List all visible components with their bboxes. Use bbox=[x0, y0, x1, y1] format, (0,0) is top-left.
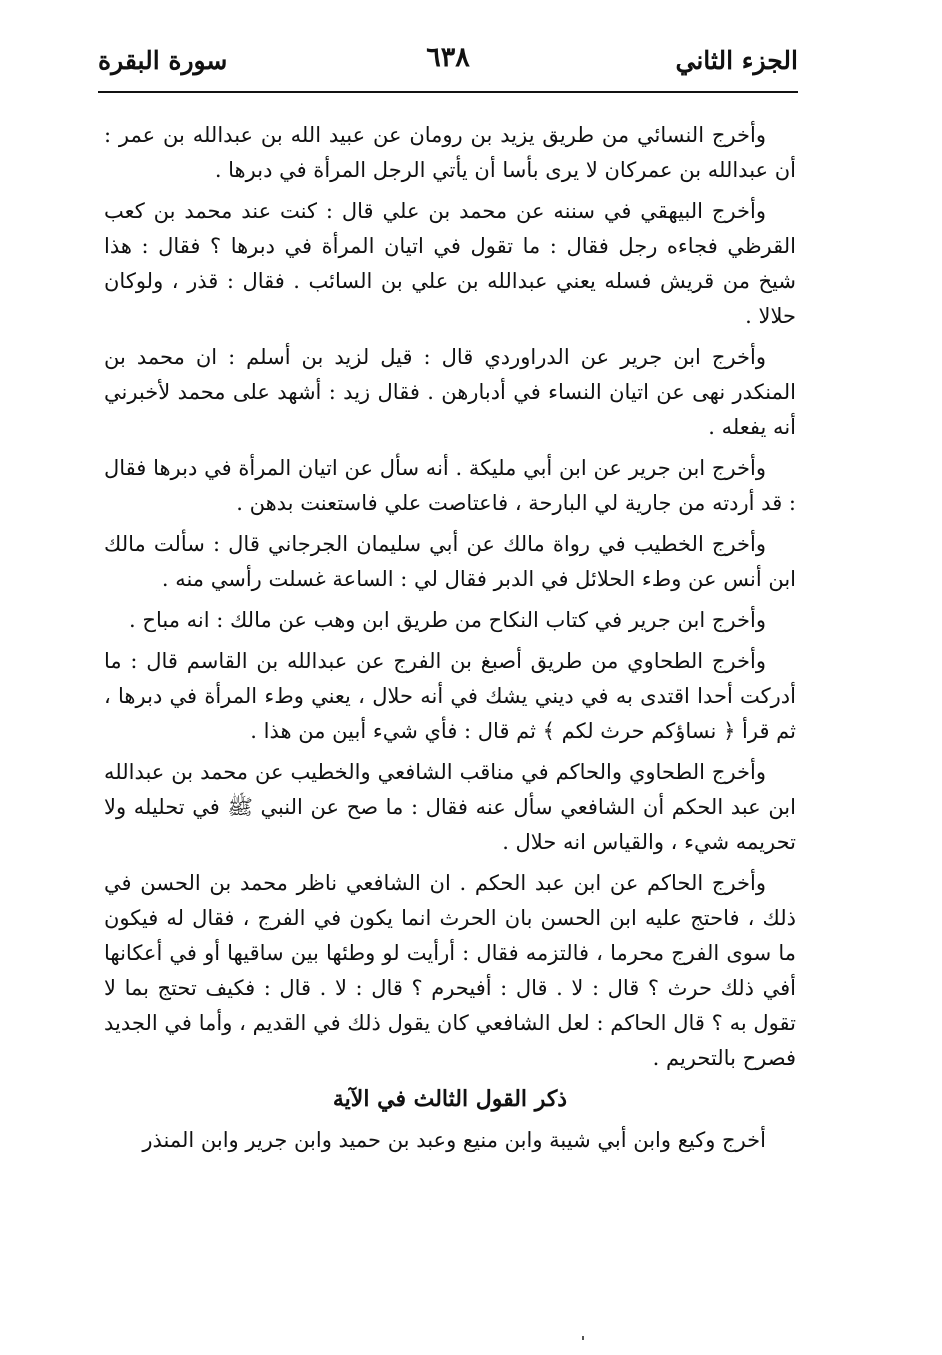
paragraph-ibn-jarir-nikah: وأخرج ابن جرير في كتاب النكاح من طريق ابن وهب عن مالك : انه مباح . bbox=[129, 608, 766, 632]
page-body bbox=[104, 118, 796, 1164]
page-header bbox=[98, 38, 798, 88]
section-heading: ذكر القول الثالث في الآية bbox=[332, 1086, 568, 1112]
paragraph-tahawi: وأخرج الطحاوي من طريق أصبغ بن الفرج عن عبدالله بن القاسم قال : ما أدركت أحدا اقتدى به في ديني يشك في أنه حلال ، يعني وطء المرأة في دبرها ، ثم قرأ ﴿ نساؤكم حرث لكم ﴾ ثم قال : فأي شيء أبين من هذا . bbox=[104, 649, 796, 743]
paragraph-khatib: وأخرج الخطيب في رواة مالك عن أبي سليمان الجرجاني قال : سألت مالك ابن أنس عن وطء الحلائل في الدبر فقال لي : الساعة غسلت رأسي منه . bbox=[104, 532, 796, 591]
page-number: ٦٣٨ bbox=[426, 42, 470, 73]
paragraph-ibn-abi-mulaika: وأخرج ابن جرير عن ابن أبي مليكة . أنه سأل عن اتيان المرأة في دبرها فقال : قد أردته من جارية لي البارحة ، فاعتاصت علي فاستعنت بدهن . bbox=[104, 456, 796, 515]
surah-title: سورة البقرة bbox=[98, 46, 228, 75]
paragraph-nasai: وأخرج النسائي من طريق يزيد بن رومان عن عبيد الله بن عبدالله بن عمر : أن عبدالله بن عمركان لا يرى بأسا أن يأتي الرجل المرأة في دبرها . bbox=[104, 123, 796, 182]
paragraph-waki: أخرج وكيع وابن أبي شيبة وابن منيع وعبد بن حميد وابن جرير وابن المنذر bbox=[142, 1128, 766, 1152]
part-title: الجزء الثاني bbox=[675, 46, 798, 75]
paragraph-hakim: وأخرج الحاكم عن ابن عبد الحكم . ان الشافعي ناظر محمد بن الحسن في ذلك ، فاحتج عليه ابن الحسن بان الحرث انما يكون في الفرج ، فقال له فيكون ما سوى الفرج محرما ، فالتزمه فقال : أرأيت لو وطئها بين ساقيها أو في أعكانها أفي ذلك حرث ؟ قال : لا . قال : أفيحرم ؟ قال : لا . قال : فكيف تحتج بما لا تقول به ؟ قال الحاكم : لعل الشافعي كان يقول ذلك في القديم ، وأما في الجديد فصرح بالتحريم . bbox=[104, 871, 796, 1070]
paragraph-bayhaqi: وأخرج البيهقي في سننه عن محمد بن علي قال : كنت عند محمد بن كعب القرظي فجاءه رجل فقال : ما تقول في اتيان المرأة في دبرها ؟ فقال : هذا شيخ من قريش فسله يعني عبدالله بن علي بن السائب . فقال : قذر ، ولوكان حلالا . bbox=[104, 199, 796, 328]
paragraph-tahawi-hakim: وأخرج الطحاوي والحاكم في مناقب الشافعي والخطيب عن محمد بن عبدالله ابن عبد الحكم أن الشافعي سأل عنه فقال : ما صح عن النبي ﷺ في تحليله ولا تحريمه شيء ، والقياس انه حلال . bbox=[104, 760, 796, 854]
scan-speck bbox=[582, 1336, 584, 1340]
paragraph-ibn-jarir-darawardi: وأخرج ابن جرير عن الدراوردي قال : قيل لزيد بن أسلم : ان محمد بن المنكدر نهى عن اتيان النساء في أدبارهن . فقال زيد : أشهد على محمد لأخبرني أنه يفعله . bbox=[104, 345, 796, 439]
header-rule bbox=[98, 91, 798, 93]
